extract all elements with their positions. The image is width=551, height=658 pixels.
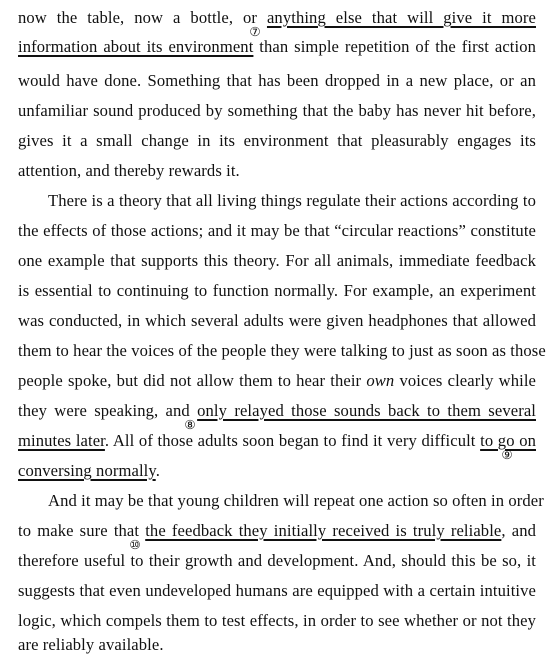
text-line-10: is essential to continuing to function normally. For example, an experiment [18, 281, 536, 300]
marker-10: ⑩ [129, 537, 141, 552]
text-line-2: information about its environment than simple repetition of the first action [18, 37, 536, 56]
text-line-3: would have done. Something that has been dropped in a new place, or an [18, 71, 536, 90]
text-line-5: gives it a small change in its environment that pleasurably engages its [18, 131, 536, 150]
text-line-8: the effects of those actions; and it may be that “circular reactions” constitute [18, 221, 536, 240]
marker-8: ⑧ [184, 417, 196, 432]
underlined-phrase-10: the feedback they initially received is truly reliable [145, 521, 502, 540]
text-line-9: one example that supports this theory. For all animals, immediate feedback [18, 251, 536, 270]
text-line-1: now the table, now a bottle, or anything else that will give it more [18, 8, 536, 27]
text-line-21: logic, which compels them to test effects, in order to see whether or not they [18, 611, 536, 630]
text-line-17: And it may be that young children will repeat one action so often in order [48, 491, 544, 510]
underlined-phrase-7-cont: information about its environment [18, 37, 254, 56]
text-line-15: minutes later. All of those adults soon began to find it very difficult to go on [18, 431, 536, 450]
text-line-11: was conducted, in which several adults were given headphones that allowed [18, 311, 536, 330]
underlined-phrase-8: only relayed those sounds back to them several [197, 401, 536, 420]
marker-7: ⑦ [249, 24, 261, 39]
text-line-16: conversing normally. [18, 461, 160, 480]
text-line-7: There is a theory that all living things regulate their actions according to [48, 191, 536, 210]
underlined-phrase-8-cont: minutes later [18, 431, 105, 450]
text-line-13: people spoke, but did not allow them to hear their own voices clearly while [18, 371, 536, 390]
text-line-19: therefore useful to their growth and development. And, should this be so, it [18, 551, 536, 570]
text-line-18: to make sure that the feedback they initially received is truly reliable, and [18, 521, 537, 540]
text-line-22: are reliably available. [18, 635, 164, 654]
text-line-6: attention, and thereby rewards it. [18, 161, 240, 180]
text-line-12: them to hear the voices of the people they were talking to just as soon as those [18, 341, 546, 360]
underlined-phrase-9: to go on [480, 431, 536, 450]
underlined-phrase-7: anything else that will give it more [266, 8, 536, 27]
marker-9: ⑨ [501, 447, 513, 462]
emphasis-own: own [366, 371, 395, 390]
text-line-14: they were speaking, and only relayed those sounds back to them several [18, 401, 536, 420]
text-line-20: suggests that even undeveloped humans are equipped with a certain intuitive [18, 581, 536, 600]
underlined-phrase-9-cont: conversing normally [18, 461, 156, 480]
text-line-4: unfamiliar sound produced by something that the baby has never hit before, [18, 101, 536, 120]
